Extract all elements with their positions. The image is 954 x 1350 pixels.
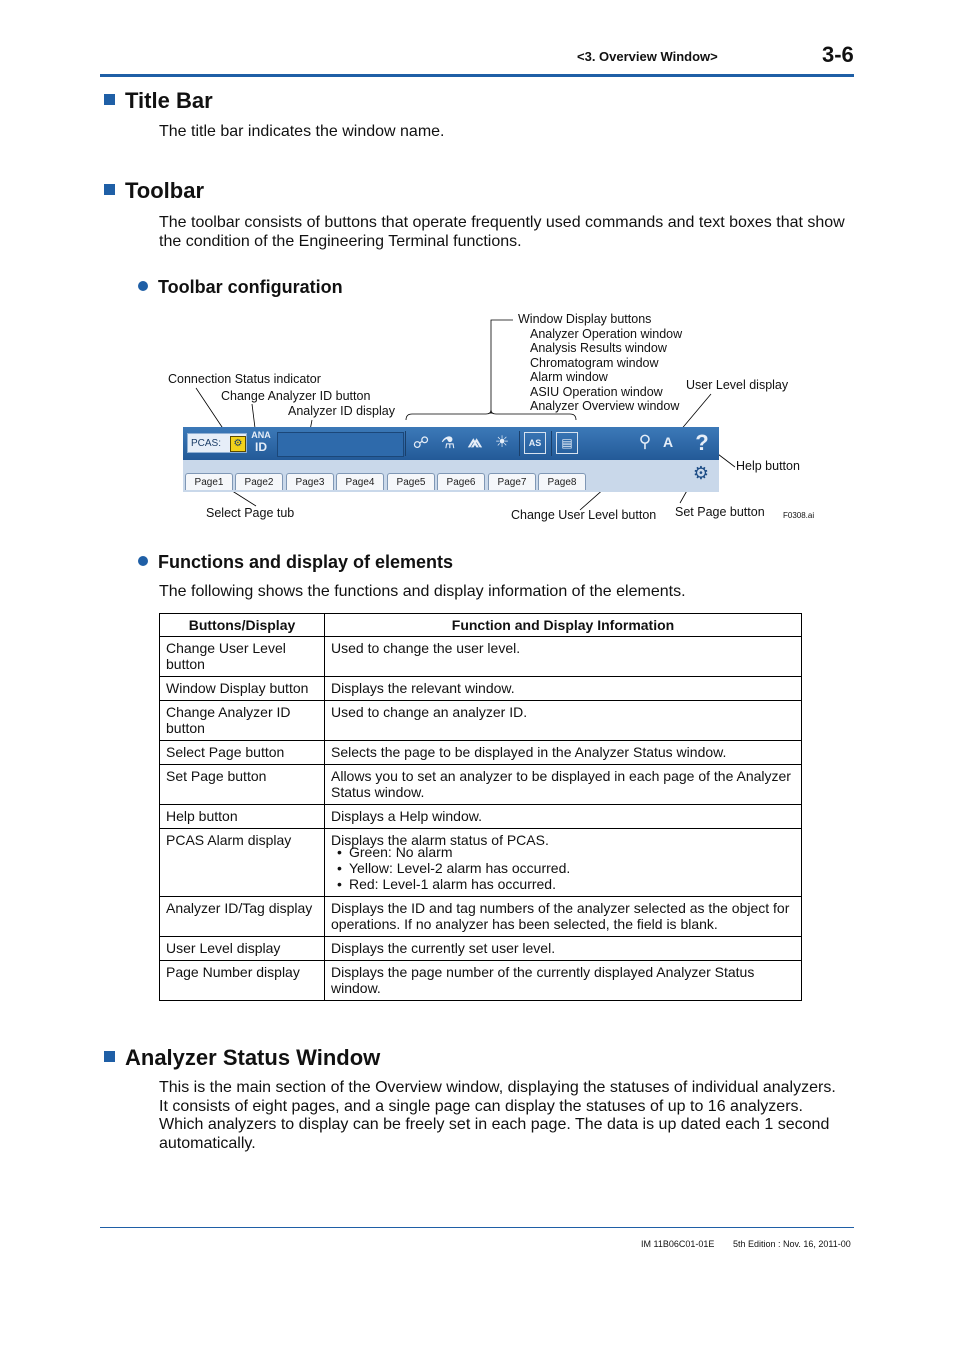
label-help-button: Help button: [736, 459, 800, 473]
table-cell: Displays the relevant window.: [325, 677, 802, 701]
separator: [551, 431, 552, 456]
table-cell: Selects the page to be displayed in the Analyzer Status window.: [325, 741, 802, 765]
table-header-row: [160, 614, 802, 637]
table-row: [160, 961, 802, 1001]
table-cell: Displays the page number of the currently displayed Analyzer Status window.: [325, 961, 802, 1001]
toolbar-strip: [183, 427, 719, 460]
table-cell: Used to change an analyzer ID.: [325, 701, 802, 741]
table-cell: Used to change the user level.: [325, 637, 802, 677]
table-row: [160, 701, 802, 741]
table-header-cell: Buttons/Display: [160, 614, 325, 637]
help-icon[interactable]: ?: [695, 430, 709, 455]
footer-rule: [100, 1227, 854, 1228]
table-cell: Analyzer ID/Tag display: [160, 897, 325, 937]
table-row: [160, 805, 802, 829]
table-cell: Displays the currently set user level.: [325, 937, 802, 961]
table-cell: Change User Level button: [160, 637, 325, 677]
analyzer-overview-icon[interactable]: ▤: [556, 432, 578, 454]
section-heading: Toolbar: [125, 178, 205, 203]
table-cell: Window Display button: [160, 677, 325, 701]
toolbar-text: The toolbar consists of buttons that operate frequently used commands and text boxes that show the condition of the Engineering Terminal functions.: [159, 214, 845, 250]
chapter-header: <3. Overview Window>: [577, 49, 718, 64]
table-row: [160, 677, 802, 701]
tab-page5[interactable]: Page5: [387, 473, 435, 490]
label-change-user-level: Change User Level button: [511, 508, 657, 522]
tab-page4[interactable]: Page4: [336, 473, 384, 490]
toolbar-figure: [183, 427, 719, 492]
table-cell: Set Page button: [160, 765, 325, 805]
footer-edition: 5th Edition : Nov. 16, 2011-00: [733, 1239, 851, 1249]
table-row: [160, 765, 802, 805]
subsection-heading: Toolbar configuration: [158, 277, 343, 297]
tab-page8[interactable]: Page8: [538, 473, 586, 490]
table-cell: User Level display: [160, 937, 325, 961]
table-cell: PCAS Alarm display: [160, 829, 325, 897]
functions-text: The following shows the functions and display information of the elements.: [159, 583, 686, 600]
label-select-page-tub: Select Page tub: [206, 506, 295, 520]
analyzer-id-display: [277, 432, 404, 457]
table-row: [160, 937, 802, 961]
table-cell: Allows you to set an analyzer to be displayed in each page of the Analyzer Status window.: [325, 765, 802, 805]
label-alarm: Alarm window: [530, 370, 608, 384]
change-user-level-icon[interactable]: ⚲: [638, 432, 652, 451]
table-row: [160, 897, 802, 937]
title-bar-text: The title bar indicates the window name.: [159, 123, 445, 140]
table-cell: [325, 829, 802, 897]
functions-table: [159, 613, 802, 1001]
section-heading: Title Bar: [125, 88, 213, 113]
table-cell: Page Number display: [160, 961, 325, 1001]
analysis-results-icon[interactable]: ⚗: [440, 435, 456, 452]
page-number: 3-6: [822, 42, 854, 67]
separator: [405, 431, 406, 456]
change-analyzer-id-button[interactable]: [249, 431, 273, 454]
subsection-functions: [138, 552, 453, 573]
table-cell: Change Analyzer ID button: [160, 701, 325, 741]
label-asiu-operation: ASIU Operation window: [530, 385, 663, 399]
figure-id: F0308.ai: [783, 511, 815, 520]
label-connection-status: Connection Status indicator: [168, 372, 321, 386]
pcas-label: PCAS:: [191, 438, 222, 449]
pcas-description: Displays the alarm status of PCAS.: [331, 832, 549, 848]
label-analyzer-operation: Analyzer Operation window: [530, 327, 683, 341]
tab-page1[interactable]: Page1: [185, 473, 233, 490]
pcas-alarm-display: [187, 433, 247, 453]
tab-page3[interactable]: Page3: [286, 473, 334, 490]
table-row: [160, 741, 802, 765]
separator: [519, 431, 520, 456]
bullet-dot-icon: [138, 556, 148, 566]
table-cell: Help button: [160, 805, 325, 829]
analyzer-status-text: This is the main section of the Overview window, displaying the statuses of individual analyzers. It consists of eight pages, and a single page can display the statuses of up to 16 analyzers. Which analyzers to display can be freely set in each page. The data is up dated each 1 second automatically.: [159, 1079, 836, 1152]
analyzer-operation-icon[interactable]: ☍: [412, 435, 430, 452]
label-analyzer-id-display: Analyzer ID display: [288, 404, 395, 418]
chromatogram-icon[interactable]: ⩕: [467, 431, 483, 451]
label-change-analyzer-id: Change Analyzer ID button: [221, 389, 371, 403]
subsection-heading: Functions and display of elements: [158, 552, 454, 572]
table-cell: Select Page button: [160, 741, 325, 765]
label-chromatogram: Chromatogram window: [530, 356, 659, 370]
section-square-icon: [104, 1051, 115, 1062]
label-analyzer-overview: Analyzer Overview window: [530, 399, 680, 413]
tab-page6[interactable]: Page6: [437, 473, 485, 490]
table-cell: Displays the ID and tag numbers of the analyzer selected as the object for operations. If no analyzer has been selected, the field is blank.: [325, 897, 802, 937]
id-label: ID: [255, 440, 267, 454]
bullet-item: • Green: No alarm: [337, 844, 795, 860]
table-cell: Displays a Help window.: [325, 805, 802, 829]
tab-page2[interactable]: Page2: [235, 473, 283, 490]
section-analyzer-status: [104, 1045, 380, 1071]
table-header-cell: Function and Display Information: [325, 614, 802, 637]
section-heading: Analyzer Status Window: [125, 1045, 381, 1070]
label-analysis-results: Analysis Results window: [530, 341, 667, 355]
label-user-level-display: User Level display: [686, 378, 789, 392]
ana-label: ANA: [251, 430, 271, 440]
tab-page7[interactable]: Page7: [488, 473, 536, 490]
label-window-display-buttons: Window Display buttons: [518, 312, 652, 326]
table-row: [160, 829, 802, 897]
bullet-item: • Yellow: Level-2 alarm has occurred.: [337, 860, 795, 876]
connection-status-icon: ⚙: [230, 436, 246, 452]
alarm-icon[interactable]: ☀: [494, 434, 510, 451]
set-page-icon[interactable]: ⚙: [692, 463, 710, 483]
table-row: [160, 637, 802, 677]
user-level-display: A: [662, 434, 674, 450]
asiu-operation-icon[interactable]: AS: [524, 432, 546, 454]
bullet-item: • Red: Level-1 alarm has occurred.: [337, 876, 795, 892]
footer-doc-id: IM 11B06C01-01E: [641, 1239, 715, 1249]
label-set-page: Set Page button: [675, 505, 765, 519]
